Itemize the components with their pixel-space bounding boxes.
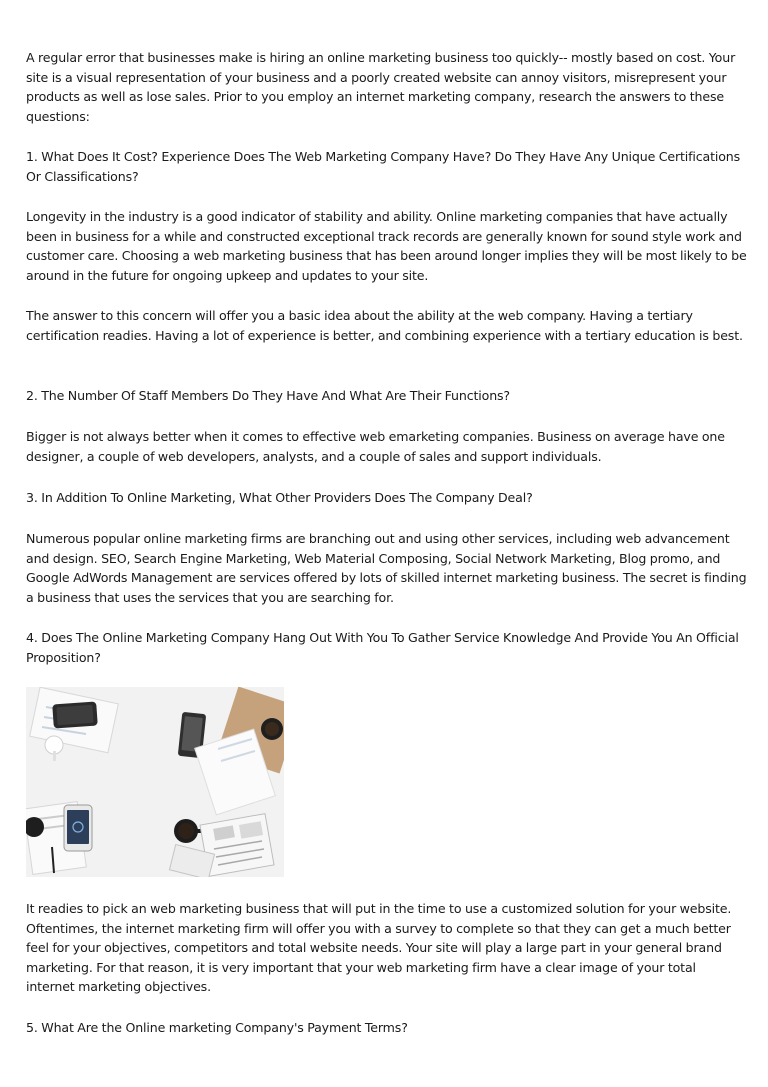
desk-workspace-photo xyxy=(26,687,284,877)
intro-paragraph: A regular error that businesses make is hiring an online marketing business too quickly-- mostly based on cost. Your site is a visual representation of your business and a poorly created website can annoy visitors, misrepresent your products as well as lose sales. Prior to you employ an internet marketing company, research the answers to these questions: xyxy=(26,50,736,124)
coffee-cup-icon xyxy=(261,718,283,740)
smartphone-icon xyxy=(52,701,98,728)
services-paragraph: Numerous popular online marketing firms are branching out and using other services, including web advancement and design. SEO, Search Engine Marketing, Web Material Composing, Social Network Marketing, Blog promo, and Google AdWords Management are services offered by lots of skilled internet marketing business. The secret is finding a business that uses the services that you are searching for. xyxy=(26,531,747,605)
question-1-heading: 1. What Does It Cost? Experience Does The Web Marketing Company Have? Do They Have Any Unique Certifications Or Classifications? xyxy=(26,149,741,184)
customized-solution-paragraph: It readies to pick an web marketing business that will put in the time to use a customized solution for your website. Oftentimes, the internet marketing firm will offer you with a survey to complete so that they can get a much better feel for your objectives, competitors and total website needs. Your site will play a large part in your general brand marketing. For that reason, it is very important that your web marketing firm have a clear image of your total internet marketing objectives. xyxy=(26,901,732,994)
answer-paragraph: The answer to this concern will offer you a basic idea about the ability at the web company. Having a tertiary certification readies. Having a lot of experience is better, and combining experience with a tertiary education is best. xyxy=(26,308,743,343)
smartphone-icon xyxy=(64,805,92,851)
question-5-heading: 5. What Are the Online marketing Company's Payment Terms? xyxy=(26,1020,408,1035)
question-2-heading: 2. The Number Of Staff Members Do They Have And What Are Their Functions? xyxy=(26,388,510,403)
staff-paragraph: Bigger is not always better when it comes to effective web emarketing companies. Business on average have one designer, a couple of web developers, analysts, and a couple of sales and support individuals. xyxy=(26,429,725,464)
question-4-heading: 4. Does The Online Marketing Company Hang Out With You To Gather Service Knowledge And Provide You An Official Proposition? xyxy=(26,630,739,665)
longevity-paragraph: Longevity in the industry is a good indicator of stability and ability. Online marketing companies that have actually been in business for a while and constructed exceptional track records are generally known for sound style work and customer care. Choosing a web marketing business that has been around longer implies they will be most likely to be around in the future for ongoing upkeep and updates to your site. xyxy=(26,209,747,283)
question-3-heading: 3. In Addition To Online Marketing, What Other Providers Does The Company Deal? xyxy=(26,490,533,505)
